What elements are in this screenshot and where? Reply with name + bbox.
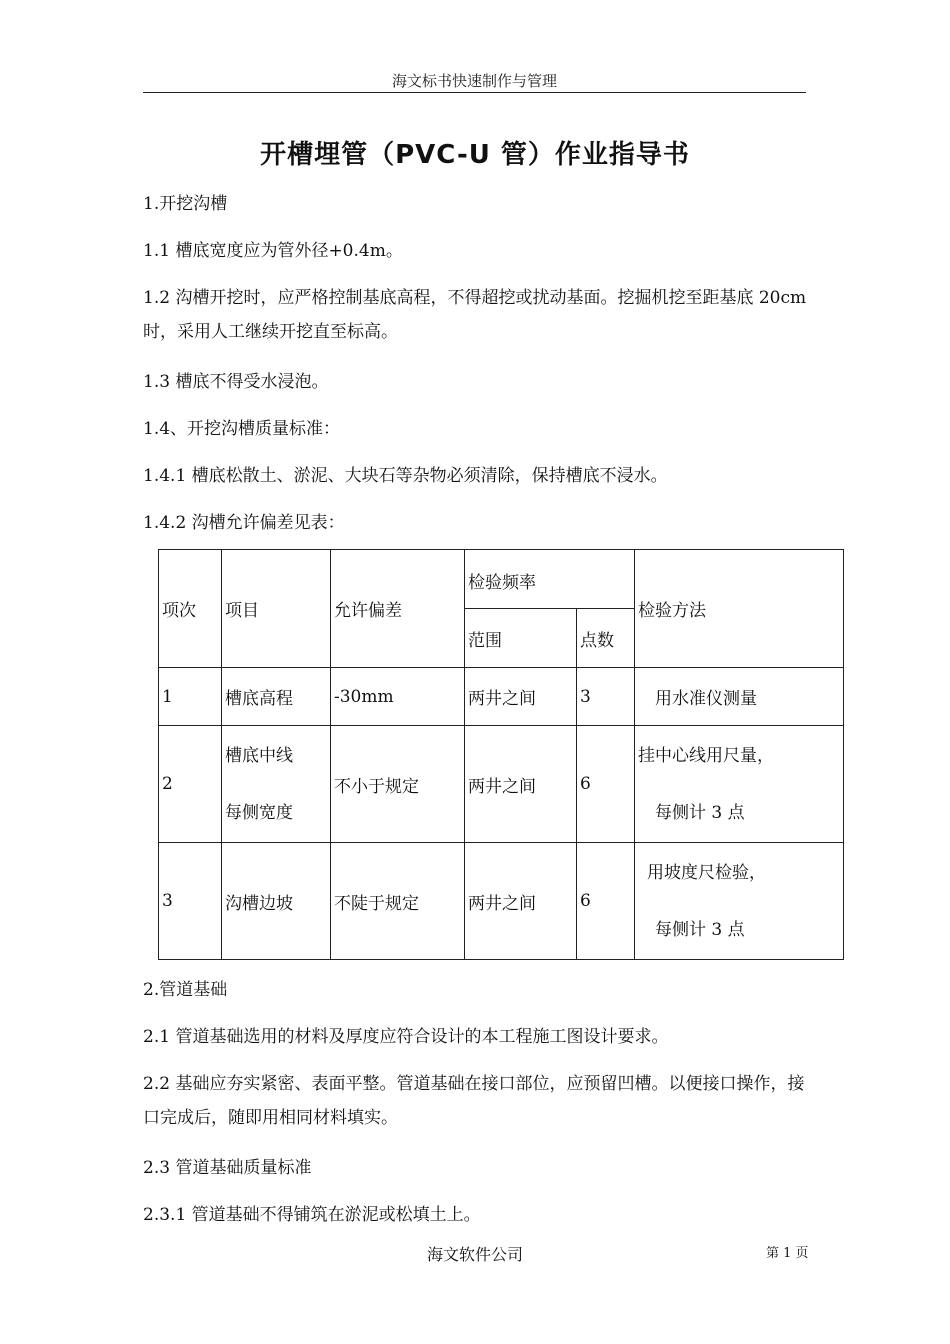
row-points: 3 bbox=[577, 668, 635, 726]
row-item-line-2: 每侧宽度 bbox=[225, 802, 293, 823]
footer-company: 海文软件公司 bbox=[426, 1245, 523, 1264]
row-range: 两井之间 bbox=[465, 668, 577, 726]
row-item-line-1: 槽底中线 bbox=[225, 745, 293, 766]
table-row bbox=[159, 668, 844, 726]
header-range: 范围 bbox=[465, 609, 577, 668]
row-index: 3 bbox=[159, 843, 222, 960]
row-range: 两井之间 bbox=[465, 843, 577, 960]
paragraph-2-3-1: 2.3.1 管道基础不得铺筑在淤泥或松填土上。 bbox=[143, 1205, 481, 1225]
paragraph-1-3: 1.3 槽底不得受水浸泡。 bbox=[143, 372, 329, 392]
row-item: 沟槽边坡 bbox=[222, 843, 331, 960]
row-tolerance: 不陡于规定 bbox=[331, 843, 465, 960]
row-tolerance: 不小于规定 bbox=[331, 726, 465, 843]
paragraph-2-3: 2.3 管道基础质量标准 bbox=[143, 1158, 312, 1178]
row-tolerance: -30mm bbox=[331, 668, 465, 726]
row-method-line-1: 用坡度尺检验， bbox=[647, 862, 766, 883]
row-method bbox=[635, 726, 844, 843]
header-index: 项次 bbox=[159, 550, 222, 668]
header-rule bbox=[143, 92, 806, 93]
page-number: 第 1 页 bbox=[766, 1246, 809, 1261]
row-points: 6 bbox=[577, 726, 635, 843]
section-heading-1: 1.开挖沟槽 bbox=[143, 194, 228, 214]
paragraph-2-1: 2.1 管道基础选用的材料及厚度应符合设计的本工程施工图设计要求。 bbox=[143, 1027, 669, 1047]
header-frequency: 检验频率 bbox=[465, 550, 635, 609]
row-method: 用水准仪测量 bbox=[635, 668, 844, 726]
row-index: 2 bbox=[159, 726, 222, 843]
header-points: 点数 bbox=[577, 609, 635, 668]
page-header: 海文标书快速制作与管理 bbox=[391, 72, 557, 90]
row-method-line-2: 每侧计 3 点 bbox=[655, 802, 745, 823]
row-index: 1 bbox=[159, 668, 222, 726]
paragraph-1-2: 1.2 沟槽开挖时，应严格控制基底高程，不得超挖或扰动基面。挖掘机挖至距基底 20cm 时，采用人工继续开挖直至标高。 bbox=[143, 288, 807, 342]
header-tolerance: 允许偏差 bbox=[331, 550, 465, 668]
table-row bbox=[159, 726, 844, 843]
header-item: 项目 bbox=[222, 550, 331, 668]
row-item: 槽底高程 bbox=[222, 668, 331, 726]
section-heading-2: 2.管道基础 bbox=[143, 980, 228, 1000]
document-title: 开槽埋管（PVC-U 管）作业指导书 bbox=[260, 140, 690, 170]
table-row bbox=[159, 843, 844, 960]
row-points: 6 bbox=[577, 843, 635, 960]
paragraph-1-4-2: 1.4.2 沟槽允许偏差见表： bbox=[143, 513, 345, 533]
row-method-line-2: 每侧计 3 点 bbox=[655, 919, 745, 940]
tolerance-table bbox=[158, 549, 844, 960]
row-item bbox=[222, 726, 331, 843]
paragraph-1-1: 1.1 槽底宽度应为管外径+0.4m。 bbox=[143, 241, 403, 261]
row-method-line-1: 挂中心线用尺量， bbox=[638, 745, 774, 766]
paragraph-1-4: 1.4、开挖沟槽质量标准： bbox=[143, 419, 341, 439]
row-method bbox=[635, 843, 844, 960]
paragraph-1-4-1: 1.4.1 槽底松散土、淤泥、大块石等杂物必须清除，保持槽底不浸水。 bbox=[143, 466, 668, 486]
paragraph-2-2: 2.2 基础应夯实紧密、表面平整。管道基础在接口部位，应预留凹槽。以便接口操作，接口完成后，随即用相同材料填实。 bbox=[143, 1074, 805, 1128]
row-range: 两井之间 bbox=[465, 726, 577, 843]
header-method: 检验方法 bbox=[635, 550, 844, 668]
